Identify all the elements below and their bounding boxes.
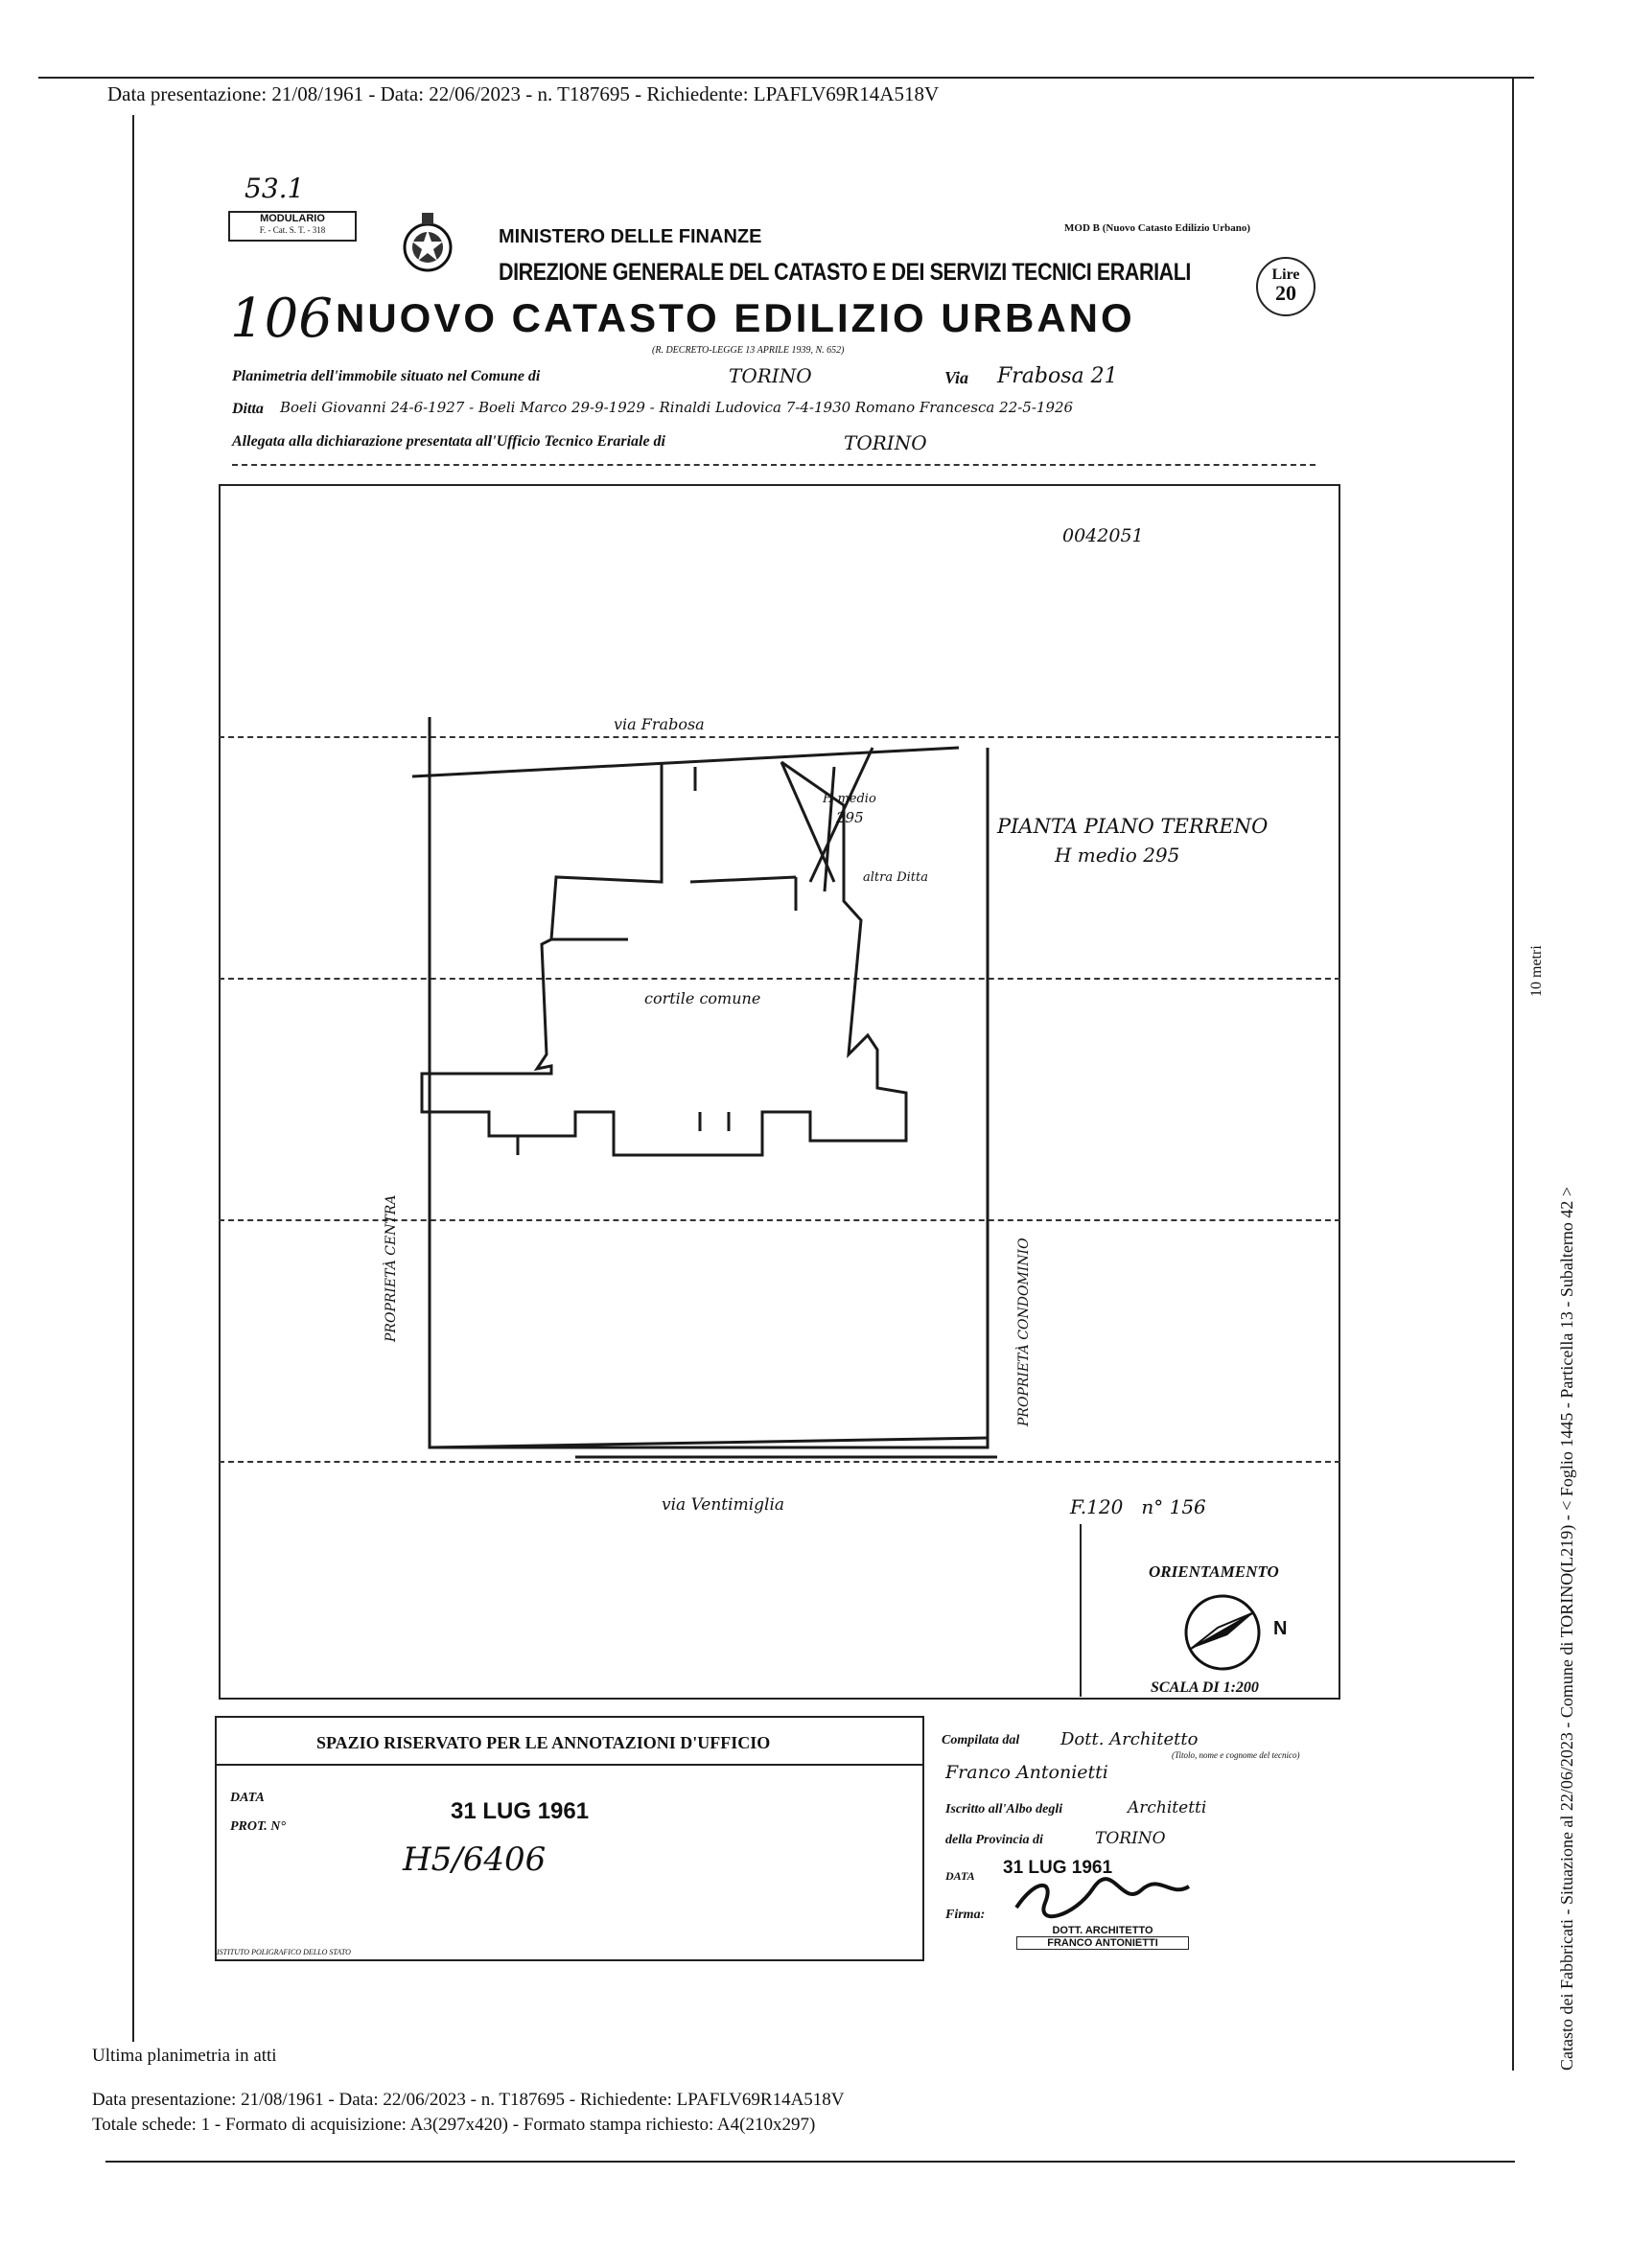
plan-right-divider bbox=[1080, 1524, 1082, 1697]
architect-stamp bbox=[1016, 1925, 1189, 1950]
modulario-box bbox=[228, 211, 357, 242]
direction-name: DIREZIONE GENERALE DEL CATASTO E DEI SERVIZI TECNICI ERARIALI bbox=[499, 259, 1191, 286]
data2-value: 31 LUG 1961 bbox=[1003, 1858, 1113, 1878]
footer-line1: Data presentazione: 21/08/1961 - Data: 22/06/2023 - n. T187695 - Richiedente: LPAFLV69R14A518V bbox=[92, 2090, 845, 2110]
allegata-label: Allegata alla dichiarazione presentata all'Ufficio Tecnico Erariale di bbox=[232, 433, 665, 450]
compilata-value: Dott. Architetto bbox=[1060, 1729, 1199, 1749]
office-title: SPAZIO RISERVATO PER LE ANNOTAZIONI D'UFFICIO bbox=[316, 1733, 771, 1752]
compilata-label: Compilata dal bbox=[942, 1733, 1020, 1747]
side-scale-text: 10 metri bbox=[1528, 945, 1545, 997]
proprieta-right-label: PROPRIETÀ CONDOMINIO bbox=[1016, 1238, 1032, 1426]
model-label: MOD B (Nuovo Catasto Edilizio Urbano) bbox=[1064, 222, 1251, 234]
proprieta-left-label: PROPRIETÀ CENTRA bbox=[384, 1194, 399, 1342]
office-stamp-date: 31 LUG 1961 bbox=[451, 1798, 590, 1824]
compass-icon bbox=[1179, 1589, 1275, 1676]
page-frame-top bbox=[38, 77, 1534, 79]
architect-stamp-line1: DOTT. ARCHITETTO bbox=[1052, 1925, 1153, 1936]
plan-title: PIANTA PIANO TERRENO bbox=[997, 815, 1269, 838]
via-value: Frabosa 21 bbox=[997, 364, 1118, 388]
state-emblem-icon bbox=[401, 209, 454, 280]
office-data-label: DATA bbox=[230, 1791, 265, 1805]
office-stamp-prot: H5/6406 bbox=[403, 1840, 547, 1879]
provincia-value: TORINO bbox=[1095, 1829, 1166, 1848]
office-prot-label: PROT. N° bbox=[230, 1819, 286, 1834]
office-title-line bbox=[215, 1764, 924, 1766]
street-top: via Frabosa bbox=[614, 715, 705, 733]
floor-plan-drawing bbox=[384, 709, 1016, 1495]
altra-ditta-label: altra Ditta bbox=[863, 870, 929, 885]
h-medio-small-value: 295 bbox=[836, 809, 864, 826]
office-printer-label: ISTITUTO POLIGRAFICO DELLO STATO bbox=[217, 1948, 351, 1956]
allegata-underline bbox=[232, 464, 1316, 466]
ditta-label: Ditta bbox=[232, 401, 264, 417]
architect-stamp-line2: FRANCO ANTONIETTI bbox=[1016, 1936, 1189, 1950]
h-medio-small: H medio bbox=[823, 792, 876, 806]
decree-label: (R. DECRETO-LEGGE 13 APRILE 1939, N. 652) bbox=[652, 345, 845, 356]
iscritto-label: Iscritto all'Albo degli bbox=[945, 1802, 1063, 1817]
ufficio-value: TORINO bbox=[844, 431, 927, 454]
modulario-code: F. - Cat. S. T. - 318 bbox=[259, 225, 326, 235]
cortile-label: cortile comune bbox=[644, 989, 761, 1007]
iscritto-value: Architetti bbox=[1128, 1798, 1207, 1817]
via-label: Via bbox=[944, 368, 969, 387]
side-catasto-text: Catasto dei Fabbricati - Situazione al 22/06/2023 - Comune di TORINO(L219) - < Foglio 1445 - Particella 13 - Subalterno 42 > bbox=[1557, 1187, 1576, 2071]
titolo-note: (Titolo, nome e cognome del tecnico) bbox=[1172, 1750, 1300, 1760]
footer-line2: Totale schede: 1 - Formato di acquisizione: A3(297x420) - Formato stampa richiesto: A4(210x297) bbox=[92, 2115, 816, 2135]
lire-label: Lire bbox=[1271, 266, 1300, 283]
compass-north: N bbox=[1273, 1618, 1288, 1639]
comune-value: TORINO bbox=[729, 364, 812, 387]
scala-label: SCALA DI 1:200 bbox=[1151, 1679, 1259, 1696]
page-frame-left bbox=[132, 115, 134, 2042]
sheet-number: 106 bbox=[230, 288, 333, 350]
ditta-value: Boeli Giovanni 24-6-1927 - Boeli Marco 29-9-1929 - Rinaldi Ludovica 7-4-1930 Romano Francesca 22-5-1926 bbox=[280, 399, 1074, 416]
foglio-label: F.120 n° 156 bbox=[1070, 1495, 1206, 1518]
header-submission-line: Data presentazione: 21/08/1961 - Data: 22/06/2023 - n. T187695 - Richiedente: LPAFLV69R14A518V bbox=[107, 82, 940, 105]
plan-height: H medio 295 bbox=[1055, 844, 1180, 867]
firma-label: Firma: bbox=[945, 1908, 986, 1922]
document-title: NUOVO CATASTO EDILIZIO URBANO bbox=[336, 295, 1135, 340]
footer-ultima: Ultima planimetria in atti bbox=[92, 2046, 277, 2066]
ministry-name: MINISTERO DELLE FINANZE bbox=[499, 226, 762, 247]
signature-icon bbox=[1007, 1869, 1199, 1927]
planimetria-label: Planimetria dell'immobile situato nel Comune di bbox=[232, 368, 541, 384]
provincia-label: della Provincia di bbox=[945, 1833, 1043, 1847]
lire-stamp bbox=[1256, 257, 1316, 316]
modulario-label: MODULARIO bbox=[260, 213, 325, 224]
compilata-separator bbox=[922, 1716, 924, 1961]
orientamento-label: ORIENTAMENTO bbox=[1149, 1562, 1279, 1581]
tecnico-name: Franco Antonietti bbox=[945, 1762, 1108, 1783]
page-frame-bottom bbox=[105, 2161, 1515, 2163]
handwritten-sheet-number: 53.1 bbox=[244, 173, 305, 204]
page-frame-right bbox=[1512, 77, 1514, 2071]
street-bottom: via Ventimiglia bbox=[662, 1495, 785, 1515]
data2-label: DATA bbox=[945, 1869, 975, 1883]
lire-value: 20 bbox=[1275, 281, 1296, 305]
plan-code: 0042051 bbox=[1062, 525, 1144, 546]
